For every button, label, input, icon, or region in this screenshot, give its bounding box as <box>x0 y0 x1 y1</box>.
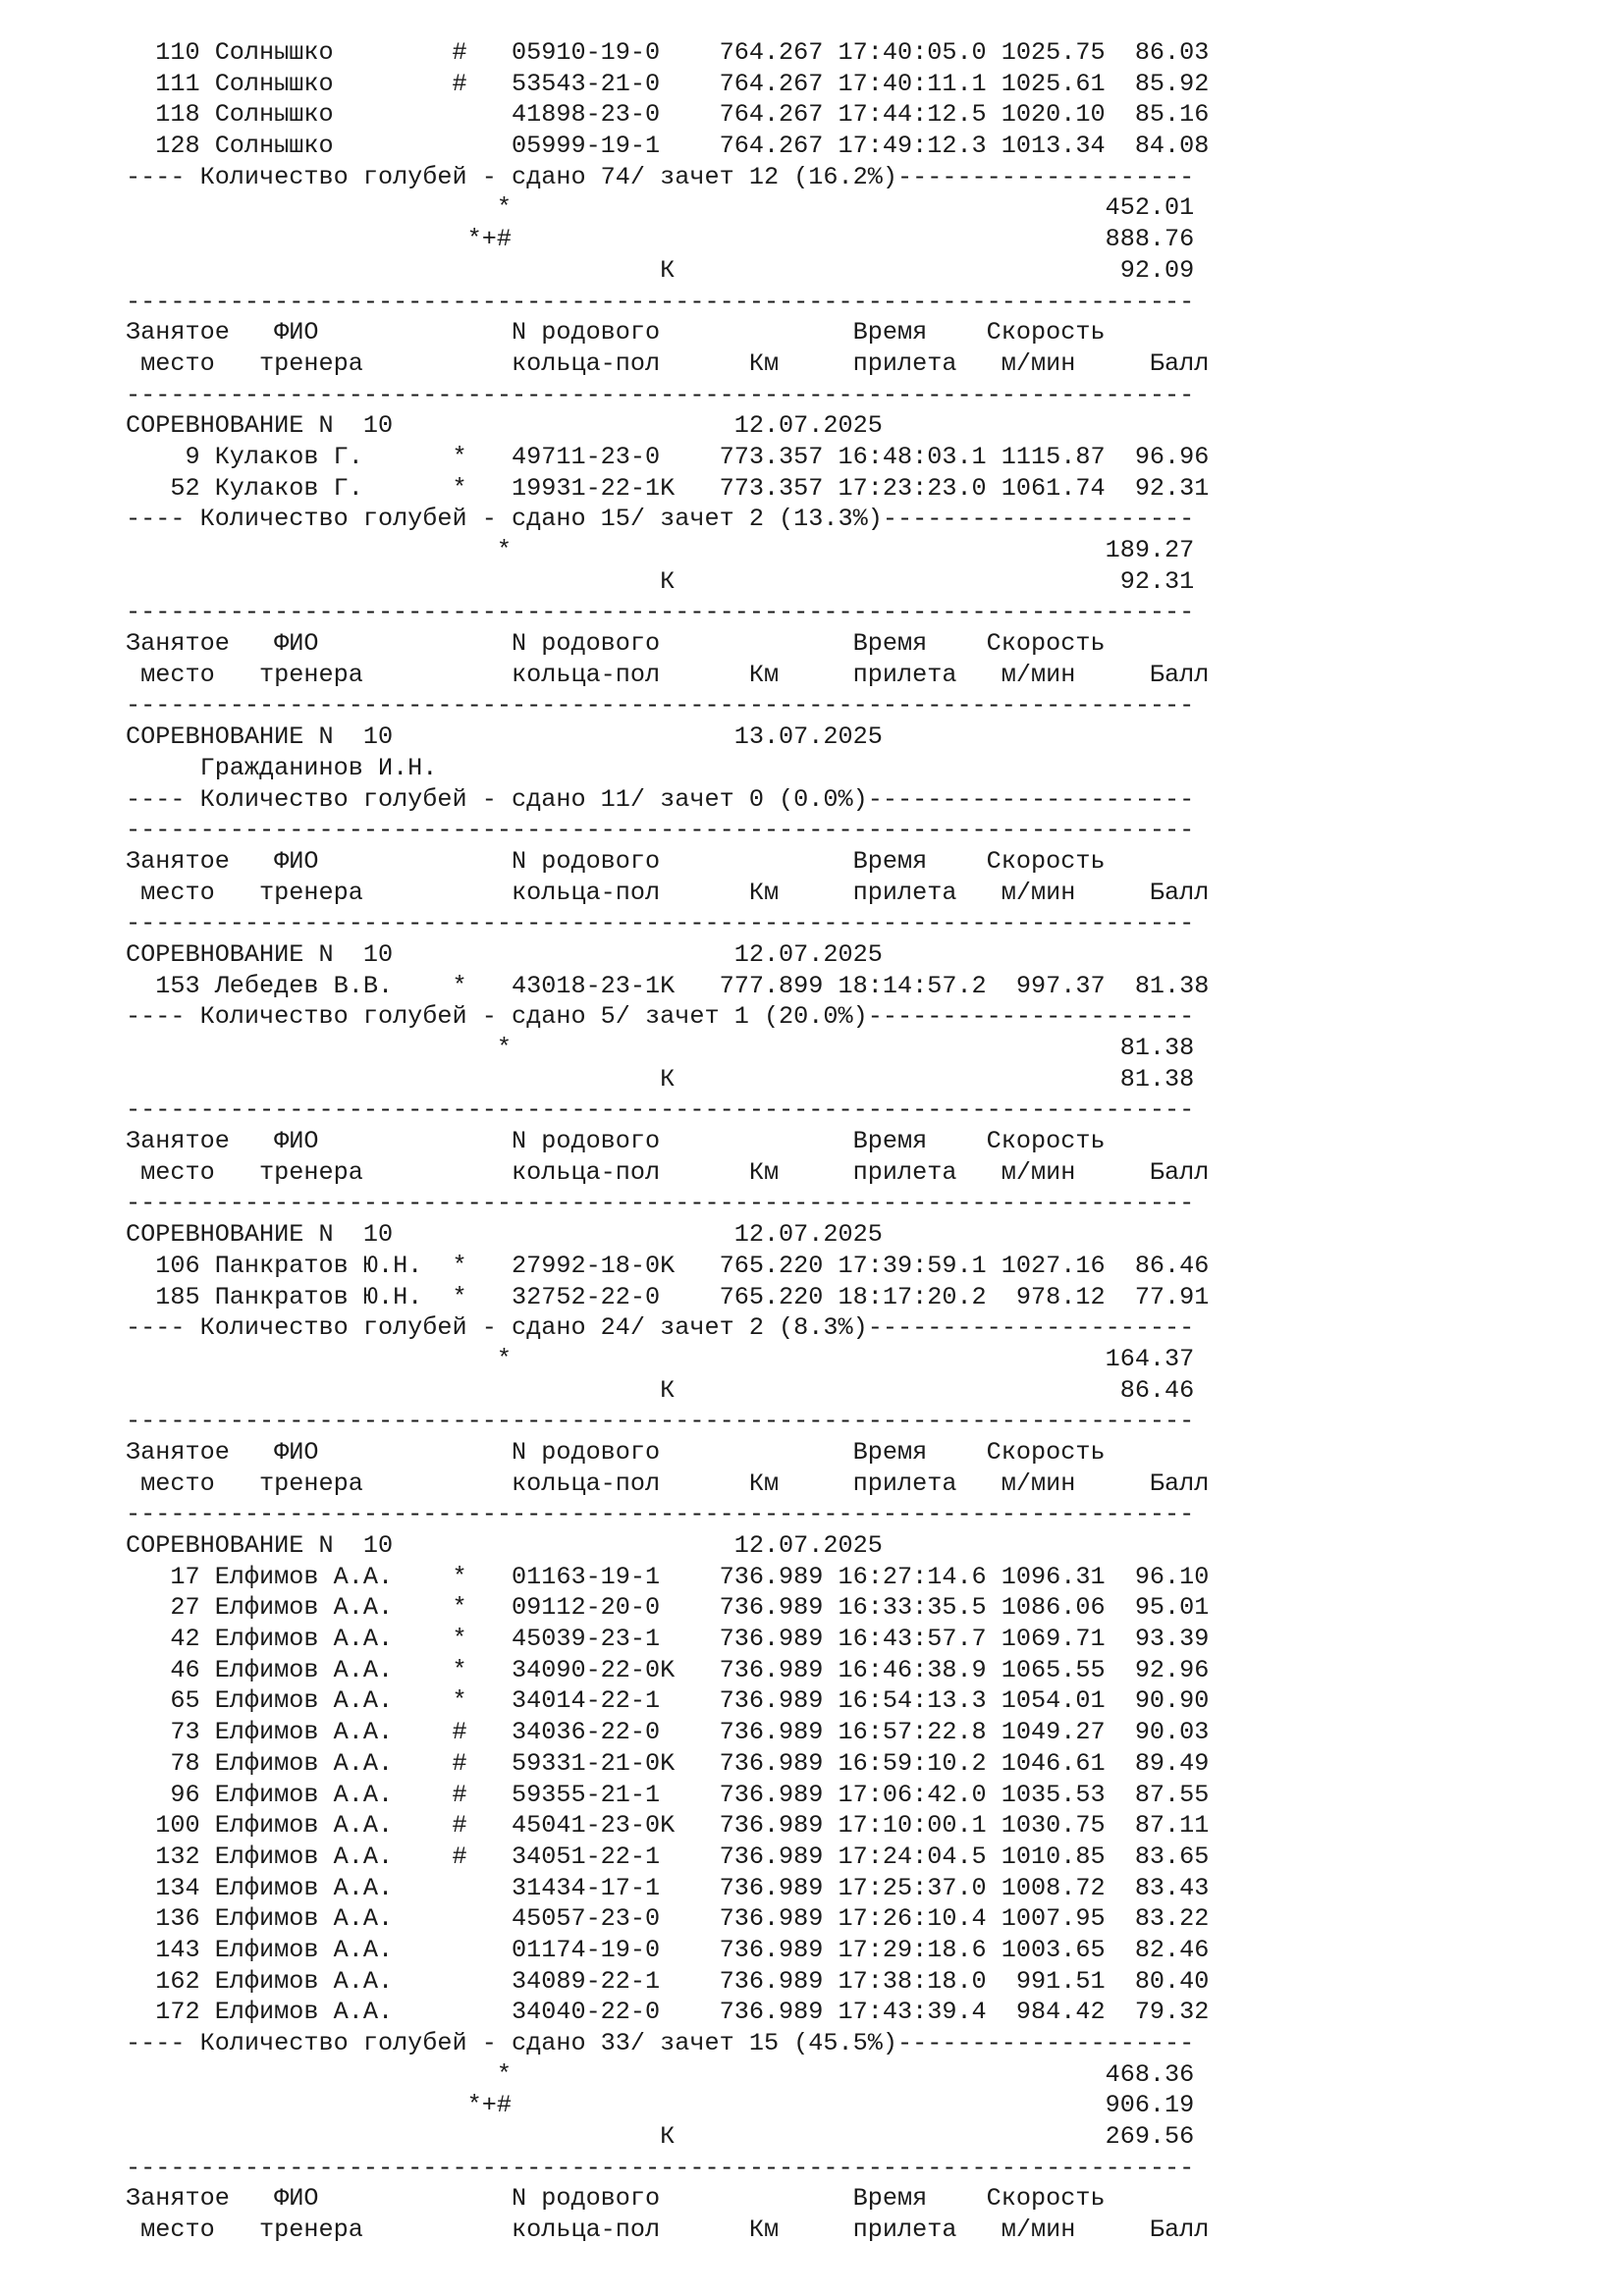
result-row: 100 Елфимов А.А. # 45041-23-0K 736.989 17:10:00.1 1030.75 87.11 <box>126 1811 1210 1841</box>
total-line: * 452.01 <box>126 193 1195 223</box>
total-line: К 92.31 <box>126 566 1195 596</box>
separator-line: ------------------------------------------------------------------------ <box>126 816 1195 845</box>
result-row: 128 Солнышко 05999-19-1 764.267 17:49:12.3 1013.34 84.08 <box>126 132 1210 161</box>
result-row: 162 Елфимов А.А. 34089-22-1 736.989 17:38:18.0 991.51 80.40 <box>126 1966 1210 1996</box>
result-row: 52 Кулаков Г. * 19931-22-1K 773.357 17:23:23.0 1061.74 92.31 <box>126 473 1210 503</box>
result-row: 106 Панкратов Ю.Н. * 27992-18-0K 765.220 17:39:59.1 1027.16 86.46 <box>126 1251 1210 1280</box>
column-header: Занятое ФИО N родового Время Скорость <box>126 629 1106 659</box>
total-line: *+# 888.76 <box>126 225 1195 254</box>
separator-line: ------------------------------------------------------------------------ <box>126 2153 1195 2182</box>
column-header: место тренера кольца-пол Км прилета м/мин Балл <box>126 2216 1210 2245</box>
separator-line: ------------------------------------------------------------------------ <box>126 598 1195 627</box>
summary-line: ---- Количество голубей - сдано 11/ зачет 0 (0.0%)---------------------- <box>126 784 1195 814</box>
competition-header: СОРЕВНОВАНИЕ N 10 12.07.2025 <box>126 1220 883 1250</box>
column-header: Занятое ФИО N родового Время Скорость <box>126 1127 1106 1156</box>
summary-line: ---- Количество голубей - сдано 74/ зачет 12 (16.2%)-------------------- <box>126 162 1195 191</box>
result-row: 65 Елфимов А.А. * 34014-22-1 736.989 16:54:13.3 1054.01 90.90 <box>126 1686 1210 1716</box>
summary-line: ---- Количество голубей - сдано 15/ зачет 2 (13.3%)--------------------- <box>126 505 1195 534</box>
result-row: 132 Елфимов А.А. # 34051-22-1 736.989 17:24:04.5 1010.85 83.65 <box>126 1842 1210 1871</box>
result-row: 134 Елфимов А.А. 31434-17-1 736.989 17:25:37.0 1008.72 83.43 <box>126 1873 1210 1902</box>
result-row: 153 Лебедев В.В. * 43018-23-1K 777.899 18:14:57.2 997.37 81.38 <box>126 971 1210 1000</box>
separator-line: ------------------------------------------------------------------------ <box>126 1095 1195 1125</box>
total-line: * 189.27 <box>126 536 1195 564</box>
column-header: место тренера кольца-пол Км прилета м/мин Балл <box>126 348 1210 378</box>
separator-line: ------------------------------------------------------------------------ <box>126 1407 1195 1436</box>
result-row: 143 Елфимов А.А. 01174-19-0 736.989 17:29:18.6 1003.65 82.46 <box>126 1935 1210 1964</box>
results-sheet <box>126 37 1209 2246</box>
column-header: Занятое ФИО N родового Время Скорость <box>126 1437 1106 1467</box>
result-row: 78 Елфимов А.А. # 59331-21-0K 736.989 16:59:10.2 1046.61 89.49 <box>126 1748 1210 1778</box>
total-line: *+# 906.19 <box>126 2091 1195 2120</box>
separator-line: ------------------------------------------------------------------------ <box>126 909 1195 938</box>
result-row: 172 Елфимов А.А. 34040-22-0 736.989 17:43:39.4 984.42 79.32 <box>126 1998 1210 2027</box>
competition-header: СОРЕВНОВАНИЕ N 10 12.07.2025 <box>126 1531 883 1560</box>
result-row: 27 Елфимов А.А. * 09112-20-0 736.989 16:33:35.5 1086.06 95.01 <box>126 1593 1210 1623</box>
separator-line: ------------------------------------------------------------------------ <box>126 691 1195 721</box>
result-row: 42 Елфимов А.А. * 45039-23-1 736.989 16:43:57.7 1069.71 93.39 <box>126 1625 1210 1654</box>
result-row: 110 Солнышко # 05910-19-0 764.267 17:40:05.0 1025.75 86.03 <box>126 38 1210 67</box>
result-row: 46 Елфимов А.А. * 34090-22-0K 736.989 16:46:38.9 1065.55 92.96 <box>126 1655 1210 1684</box>
column-header: место тренера кольца-пол Км прилета м/мин Балл <box>126 1468 1210 1498</box>
column-header: место тренера кольца-пол Км прилета м/мин Балл <box>126 878 1210 907</box>
result-row: 73 Елфимов А.А. # 34036-22-0 736.989 16:57:22.8 1049.27 90.03 <box>126 1718 1210 1747</box>
summary-line: ---- Количество голубей - сдано 33/ зачет 15 (45.5%)-------------------- <box>126 2029 1195 2057</box>
summary-line: ---- Количество голубей - сдано 5/ зачет 1 (20.0%)---------------------- <box>126 1002 1195 1032</box>
total-line: К 269.56 <box>126 2122 1195 2152</box>
total-line: К 92.09 <box>126 255 1195 285</box>
report-line: Гражданинов И.Н. <box>126 753 438 782</box>
column-header: Занятое ФИО N родового Время Скорость <box>126 318 1106 347</box>
result-row: 118 Солнышко 41898-23-0 764.267 17:44:12.5 1020.10 85.16 <box>126 100 1210 130</box>
result-row: 17 Елфимов А.А. * 01163-19-1 736.989 16:27:14.6 1096.31 96.10 <box>126 1562 1210 1591</box>
total-line: * 468.36 <box>126 2059 1195 2089</box>
result-row: 111 Солнышко # 53543-21-0 764.267 17:40:11.1 1025.61 85.92 <box>126 69 1210 98</box>
result-row: 136 Елфимов А.А. 45057-23-0 736.989 17:26:10.4 1007.95 83.22 <box>126 1904 1210 1934</box>
summary-line: ---- Количество голубей - сдано 24/ зачет 2 (8.3%)---------------------- <box>126 1313 1195 1343</box>
separator-line: ------------------------------------------------------------------------ <box>126 1500 1195 1529</box>
separator-line: ------------------------------------------------------------------------ <box>126 1189 1195 1218</box>
separator-line: ------------------------------------------------------------------------ <box>126 380 1195 409</box>
result-row: 96 Елфимов А.А. # 59355-21-1 736.989 17:06:42.0 1035.53 87.55 <box>126 1780 1210 1809</box>
column-header: Занятое ФИО N родового Время Скорость <box>126 2184 1106 2214</box>
column-header: место тренера кольца-пол Км прилета м/мин Балл <box>126 1157 1210 1187</box>
result-row: 185 Панкратов Ю.Н. * 32752-22-0 765.220 18:17:20.2 978.12 77.91 <box>126 1282 1210 1311</box>
total-line: К 86.46 <box>126 1375 1195 1405</box>
column-header: место тренера кольца-пол Км прилета м/мин Балл <box>126 660 1210 689</box>
total-line: К 81.38 <box>126 1064 1195 1094</box>
competition-header: СОРЕВНОВАНИЕ N 10 12.07.2025 <box>126 411 883 441</box>
column-header: Занятое ФИО N родового Время Скорость <box>126 846 1106 876</box>
total-line: * 81.38 <box>126 1034 1195 1062</box>
competition-header: СОРЕВНОВАНИЕ N 10 12.07.2025 <box>126 939 883 969</box>
result-row: 9 Кулаков Г. * 49711-23-0 773.357 16:48:03.1 1115.87 96.96 <box>126 442 1210 471</box>
total-line: * 164.37 <box>126 1344 1195 1373</box>
separator-line: ------------------------------------------------------------------------ <box>126 287 1195 316</box>
competition-header: СОРЕВНОВАНИЕ N 10 13.07.2025 <box>126 722 883 752</box>
